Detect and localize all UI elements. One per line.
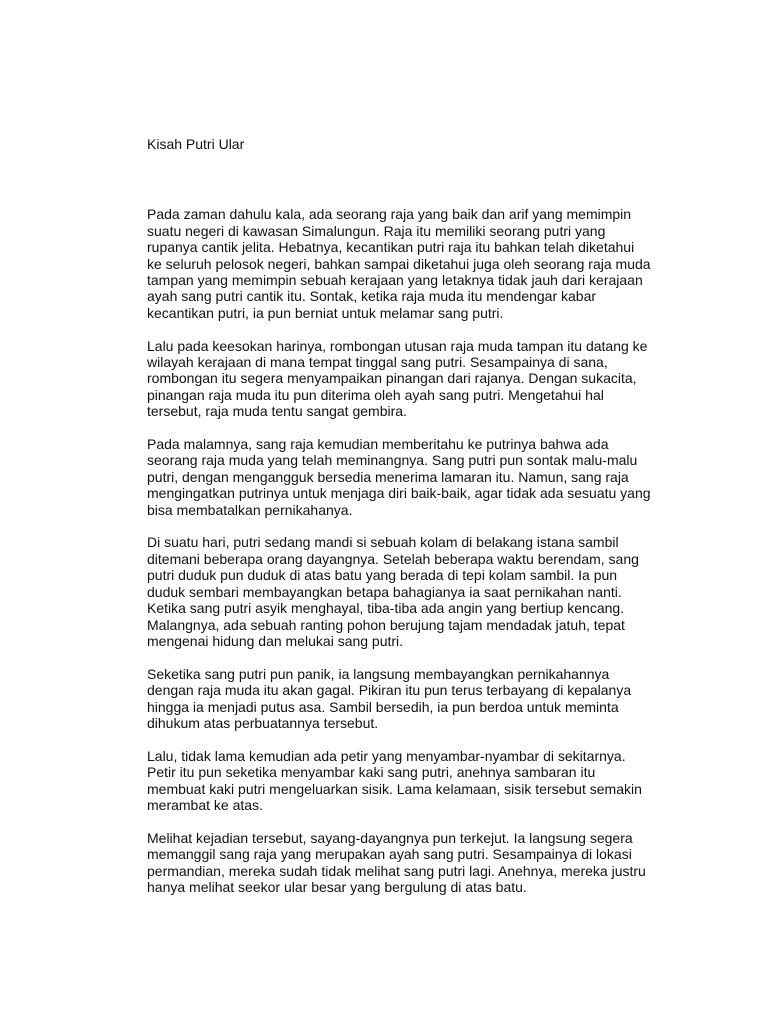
- text-line: Petir itu pun seketika menyambar kaki sang putri, anehnya sambaran itu: [147, 764, 596, 781]
- text-line: ke seluruh pelosok negeri, bahkan sampai diketahui juga oleh seorang raja muda: [147, 255, 651, 272]
- text-line: suatu negeri di kawasan Simalungun. Raja itu memiliki seorang putri yang: [147, 222, 606, 239]
- text-line: merambat ke atas.: [147, 796, 263, 813]
- text-line: kecantikan putri, ia pun berniat untuk melamar sang putri.: [147, 304, 504, 321]
- text-line: hanya melihat seekor ular besar yang bergulung di atas batu.: [147, 878, 527, 895]
- text-line: Melihat kejadian tersebut, sayang-dayangnya pun terkejut. Ia langsung segera: [147, 829, 633, 846]
- text-line: Lalu pada keesokan harinya, rombongan utusan raja muda tampan itu datang ke: [147, 337, 648, 354]
- text-line: pinangan raja muda itu pun diterima oleh ayah sang putri. Mengetahui hal: [147, 386, 604, 403]
- paragraph: [147, 748, 667, 814]
- document-title: Kisah Putri Ular: [147, 136, 245, 152]
- text-line: mengingatkan putrinya untuk menjaga diri baik-baik, agar tidak ada sesuatu yang: [147, 485, 651, 502]
- text-line: putri duduk pun duduk di atas batu yang berada di tepi kolam sambil. Ia pun: [147, 567, 618, 584]
- text-line: dengan raja muda itu akan gagal. Pikiran itu pun terus terbayang di kepalanya: [147, 682, 632, 699]
- paragraph: [147, 534, 667, 649]
- text-line: rombongan itu segera menyampaikan pinangan dari rajanya. Dengan sukacita,: [147, 370, 637, 387]
- text-line: membuat kaki putri mengeluarkan sisik. Lama kelamaan, sisik tersebut semakin: [147, 780, 642, 797]
- text-line: Seketika sang putri pun panik, ia langsung membayangkan pernikahannya: [147, 665, 610, 682]
- text-line: hingga ia menjadi putus asa. Sambil bersedih, ia pun berdoa untuk meminta: [147, 698, 619, 715]
- text-line: mengenai hidung dan melukai sang putri.: [147, 632, 404, 649]
- text-line: Pada zaman dahulu kala, ada seorang raja yang baik dan arif yang memimpin: [147, 206, 632, 223]
- text-line: dihukum atas perbuatannya tersebut.: [147, 714, 379, 731]
- text-line: wilayah kerajaan di mana tempat tinggal sang putri. Sesampainya di sana,: [147, 354, 608, 371]
- text-line: seorang raja muda yang telah meminangnya. Sang putri pun sontak malu-malu: [147, 452, 638, 469]
- paragraph: [147, 666, 667, 732]
- paragraph: [147, 830, 667, 896]
- text-line: permandian, mereka sudah tidak melihat sang putri lagi. Anehnya, mereka justru: [147, 862, 646, 879]
- paragraph: [147, 338, 667, 420]
- text-line: rupanya cantik jelita. Hebatnya, kecantikan putri raja itu bahkan telah diketahui: [147, 239, 635, 256]
- text-line: duduk sembari membayangkan betapa bahagianya ia saat pernikahan nanti.: [147, 583, 622, 600]
- text-line: Di suatu hari, putri sedang mandi si sebuah kolam di belakang istana sambil: [147, 534, 619, 551]
- text-line: ditemani beberapa orang dayangnya. Setelah beberapa waktu berendam, sang: [147, 550, 639, 567]
- text-line: Ketika sang putri asyik menghayal, tiba-tiba ada angin yang bertiup kencang.: [147, 600, 625, 617]
- text-line: Malangnya, ada sebuah ranting pohon berujung tajam mendadak jatuh, tepat: [147, 616, 625, 633]
- text-line: memanggil sang raja yang merupakan ayah sang putri. Sesampainya di lokasi: [147, 846, 632, 863]
- text-line: ayah sang putri cantik itu. Sontak, ketika raja muda itu mendengar kabar: [147, 288, 597, 305]
- text-line: tersebut, raja muda tentu sangat gembira.: [147, 403, 407, 420]
- paragraph: [147, 436, 667, 518]
- text-line: Pada malamnya, sang raja kemudian memberitahu ke putrinya bahwa ada: [147, 436, 609, 453]
- text-line: putri, dengan mengangguk bersedia menerima lamaran itu. Namun, sang raja: [147, 468, 629, 485]
- text-line: tampan yang memimpin sebuah kerajaan yang letaknya tidak jauh dari kerajaan: [147, 272, 643, 289]
- text-line: bisa membatalkan pernikahanya.: [147, 501, 353, 518]
- paragraph: [147, 206, 667, 321]
- document-body: [147, 136, 667, 912]
- text-line: Lalu, tidak lama kemudian ada petir yang menyambar-nyambar di sekitarnya.: [147, 747, 626, 764]
